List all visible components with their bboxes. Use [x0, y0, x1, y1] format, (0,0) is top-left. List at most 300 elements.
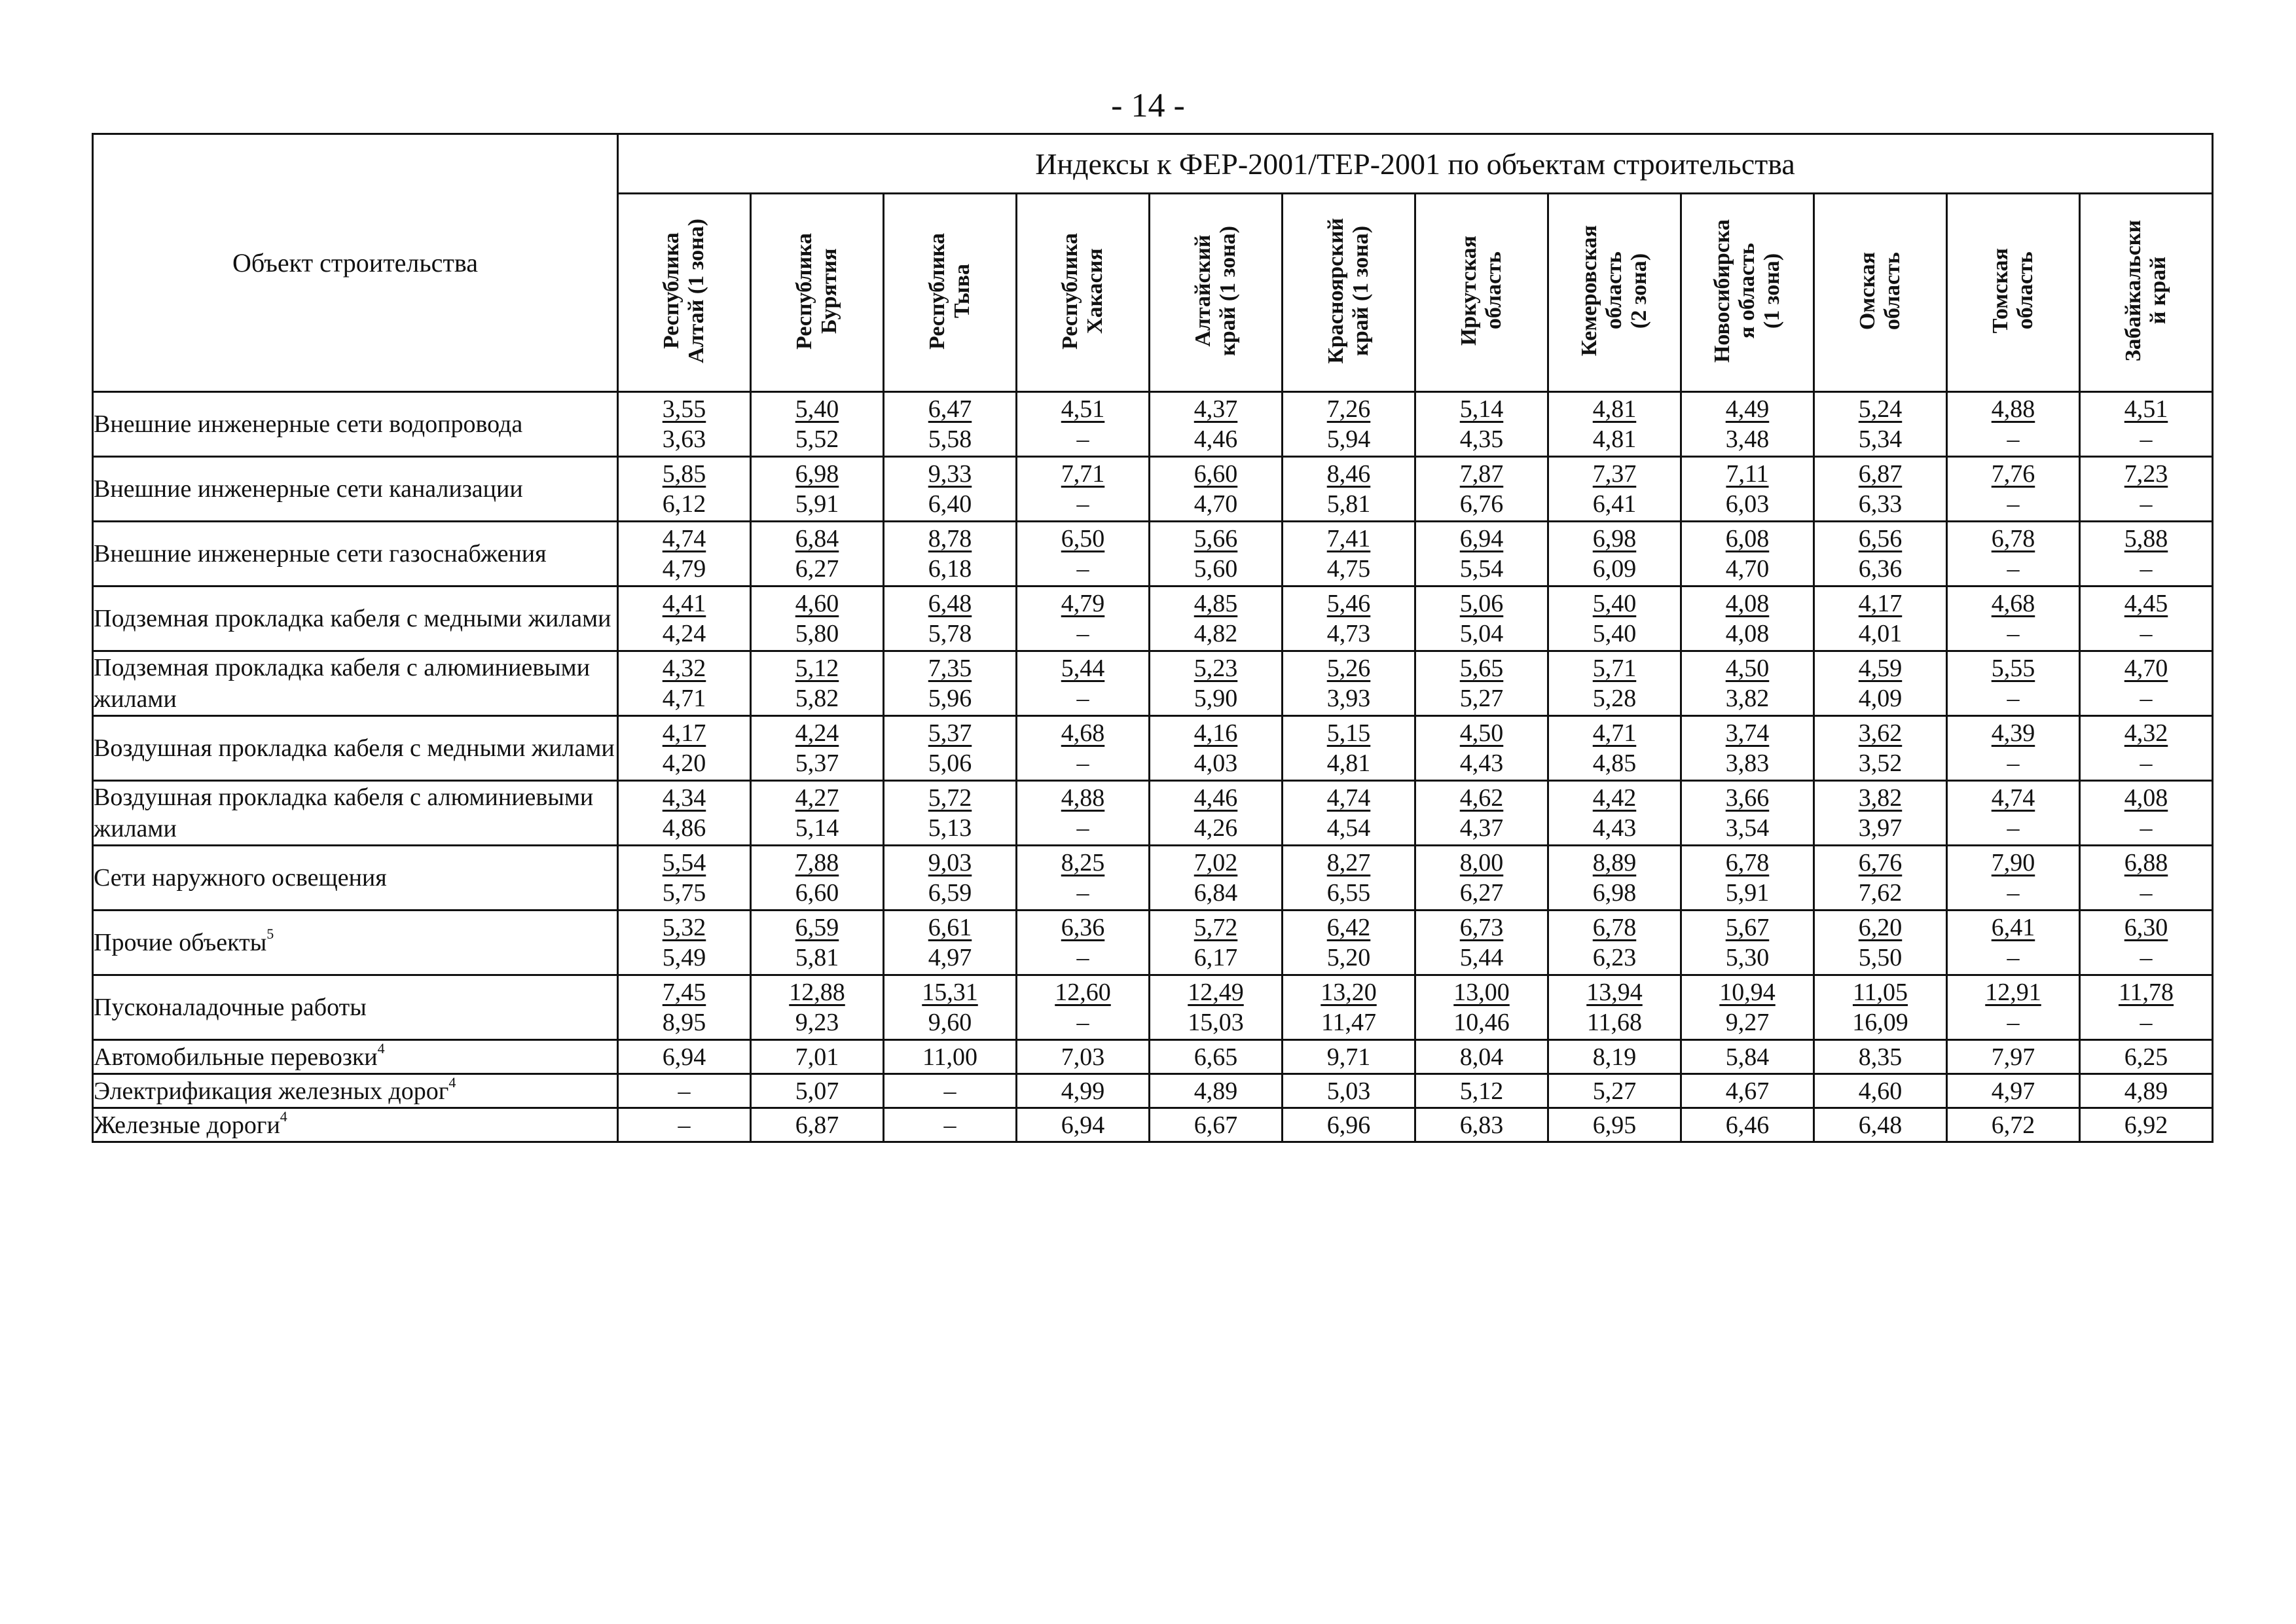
index-value-cell — [751, 1074, 884, 1108]
region-header-line: Омская — [1855, 251, 1880, 331]
region-header-line: Республика — [792, 232, 816, 350]
index-value-top: 4,32 — [662, 655, 706, 682]
index-value-top: 13,20 — [1321, 979, 1377, 1006]
object-name: Автомобильные перевозки — [94, 1043, 378, 1071]
table-row — [93, 911, 2213, 975]
region-header-line: й край — [2146, 257, 2171, 325]
index-value-top: 5,55 — [1991, 655, 2035, 682]
index-value-top: 5,26 — [1326, 655, 1371, 682]
index-value-bottom: 3,48 — [1725, 425, 1770, 453]
index-value-top: 6,48 — [928, 590, 972, 617]
index-value-bottom: 6,17 — [1194, 944, 1238, 971]
index-value-top: 5,40 — [1592, 590, 1637, 617]
index-value-cell — [884, 781, 1017, 846]
index-value-bottom: – — [2140, 490, 2153, 518]
table-row — [93, 781, 2213, 846]
index-value-cell — [1283, 457, 1415, 522]
index-value-top: 6,60 — [1194, 460, 1238, 488]
index-value-bottom: – — [1076, 879, 1089, 907]
index-value-bottom: 4,43 — [1592, 814, 1637, 842]
index-value-cell — [1283, 1074, 1415, 1108]
index-value-cell — [1017, 457, 1150, 522]
region-header — [1814, 194, 1947, 392]
index-value-cell — [1947, 522, 2080, 586]
index-value-bottom: – — [2007, 944, 2020, 971]
object-name: Сети наружного освещения — [94, 864, 387, 892]
indices-title-header: Индексы к ФЕР-2001/ТЕР-2001 по объектам строительства — [618, 134, 2213, 194]
index-value-cell — [1415, 586, 1548, 651]
index-value-top: 8,89 — [1592, 849, 1637, 876]
index-value-cell — [751, 1108, 884, 1142]
index-value-bottom: 5,81 — [795, 944, 839, 971]
region-header — [1681, 194, 1814, 392]
index-value-top: 5,67 — [1725, 914, 1770, 941]
region-header-label — [2121, 220, 2171, 361]
index-value-cell — [1283, 651, 1415, 716]
index-value-cell — [1681, 781, 1814, 846]
index-value-cell — [1681, 716, 1814, 781]
index-value-bottom: 6,33 — [1858, 490, 1903, 518]
table-row — [93, 975, 2213, 1040]
index-value-top: 6,41 — [1991, 914, 2035, 941]
header-row-main — [93, 134, 2213, 194]
index-value-cell — [618, 1108, 751, 1142]
object-name: Подземная прокладка кабеля с медными жилами — [94, 605, 611, 632]
index-value-cell — [751, 911, 884, 975]
index-value-cell — [1548, 457, 1681, 522]
index-value-bottom: 3,83 — [1725, 749, 1770, 777]
index-value-cell — [618, 781, 751, 846]
index-value-cell — [1947, 1108, 2080, 1142]
index-value-bottom: 5,44 — [1459, 944, 1504, 971]
index-value-top: 5,85 — [662, 460, 706, 488]
region-header-label — [1855, 252, 1905, 330]
index-value-top: 4,50 — [1459, 719, 1504, 747]
index-value-bottom: 11,47 — [1321, 1009, 1377, 1036]
index-value-bottom: – — [2007, 685, 2020, 712]
index-value-cell — [1415, 392, 1548, 457]
index-value-bottom: 4,75 — [1326, 555, 1371, 583]
index-value-top: 12,88 — [789, 979, 845, 1006]
index-value-top: 4,68 — [1061, 719, 1105, 747]
footnote-marker: 5 — [266, 926, 274, 942]
index-value-bottom: 6,18 — [928, 555, 972, 583]
index-value-cell — [1548, 586, 1681, 651]
object-name-cell — [93, 975, 618, 1040]
index-value-bottom: 5,14 — [795, 814, 839, 842]
index-value-top: 4,17 — [662, 719, 706, 747]
index-value-top: 7,11 — [1726, 460, 1769, 488]
index-value-top: 6,87 — [1858, 460, 1903, 488]
index-value-bottom: – — [2140, 749, 2153, 777]
index-value-bottom: 4,86 — [662, 814, 706, 842]
index-value-top: 6,59 — [795, 914, 839, 941]
object-name-cell — [93, 586, 618, 651]
index-value-cell — [1283, 586, 1415, 651]
object-name-cell — [93, 846, 618, 911]
index-value: – — [678, 1077, 691, 1105]
footnote-marker: 4 — [280, 1108, 287, 1125]
index-value: 6,67 — [1194, 1111, 1238, 1139]
index-value-bottom: 6,59 — [928, 879, 972, 907]
index-value-bottom: 4,81 — [1326, 749, 1371, 777]
index-value-cell — [618, 975, 751, 1040]
region-header — [1947, 194, 2080, 392]
index-value: 5,27 — [1592, 1077, 1637, 1105]
index-value-cell — [1283, 1040, 1415, 1074]
index-value-cell — [1283, 781, 1415, 846]
index-value-top: 4,16 — [1194, 719, 1238, 747]
index-value: 6,96 — [1326, 1111, 1371, 1139]
index-value-top: 5,15 — [1326, 719, 1371, 747]
index-value-cell — [1017, 392, 1150, 457]
index-value-cell — [751, 846, 884, 911]
index-value-bottom: – — [2140, 1009, 2153, 1036]
index-value: 6,83 — [1459, 1111, 1504, 1139]
index-value-top: 4,59 — [1858, 655, 1903, 682]
index-value-top: 4,85 — [1194, 590, 1238, 617]
index-value-top: 5,40 — [795, 395, 839, 423]
index-value-cell — [618, 392, 751, 457]
table-row — [93, 651, 2213, 716]
index-value: 6,92 — [2124, 1111, 2168, 1139]
index-value: – — [943, 1077, 957, 1105]
index-value-bottom: – — [2140, 814, 2153, 842]
index-value-bottom: 4,08 — [1725, 620, 1770, 647]
index-value-top: 6,78 — [1991, 525, 2035, 552]
index-value-cell — [1415, 457, 1548, 522]
region-header-line: область — [1482, 252, 1506, 330]
index-value-top: 5,24 — [1858, 395, 1903, 423]
index-value-top: 8,27 — [1326, 849, 1371, 876]
index-value: 4,97 — [1991, 1077, 2035, 1105]
table-row — [93, 1108, 2213, 1142]
index-value-cell — [1814, 975, 1947, 1040]
index-value-bottom: – — [2140, 620, 2153, 647]
index-value-cell — [1548, 1108, 1681, 1142]
index-value-cell — [1681, 1108, 1814, 1142]
index-value-cell — [618, 457, 751, 522]
index-value-bottom: 5,37 — [795, 749, 839, 777]
region-header-label — [1058, 233, 1108, 350]
index-value-top: 6,84 — [795, 525, 839, 552]
index-value-top: 5,66 — [1194, 525, 1238, 552]
index-value-cell — [1548, 716, 1681, 781]
region-header-line: Бурятия — [817, 248, 841, 334]
region-header-line: я область — [1735, 243, 1759, 339]
index-value-cell — [1947, 846, 2080, 911]
index-value: 4,99 — [1061, 1077, 1105, 1105]
index-value-cell — [1150, 651, 1283, 716]
index-value-top: 6,61 — [928, 914, 972, 941]
index-value-bottom: – — [1076, 425, 1089, 453]
table-row — [93, 457, 2213, 522]
index-value-bottom: 5,20 — [1326, 944, 1371, 971]
index-value-cell — [1283, 392, 1415, 457]
index-value-bottom: – — [1076, 555, 1089, 583]
index-value-cell — [2080, 911, 2213, 975]
index-value-bottom: – — [2140, 685, 2153, 712]
index-value: 6,25 — [2124, 1043, 2168, 1071]
index-value-top: 3,82 — [1858, 784, 1903, 812]
index-value-bottom: – — [1076, 944, 1089, 971]
index-value-top: 6,78 — [1725, 849, 1770, 876]
index-value-top: 4,37 — [1194, 395, 1238, 423]
index-value-top: 7,41 — [1326, 525, 1371, 552]
index-value: 5,12 — [1459, 1077, 1504, 1105]
object-name: Подземная прокладка кабеля с алюминиевыми жилами — [94, 654, 591, 713]
index-value-cell — [1150, 586, 1283, 651]
index-value-bottom: 4,20 — [662, 749, 706, 777]
index-value-bottom: – — [1076, 814, 1089, 842]
index-value-top: 5,46 — [1326, 590, 1371, 617]
index-value-cell — [1681, 846, 1814, 911]
index-value: 6,94 — [662, 1043, 706, 1071]
object-column-header: Объект строительства — [93, 134, 618, 392]
index-value-top: 5,32 — [662, 914, 706, 941]
index-value-bottom: 4,73 — [1326, 620, 1371, 647]
index-value-cell — [751, 457, 884, 522]
index-value-top: 10,94 — [1719, 979, 1776, 1006]
index-value-bottom: 5,78 — [928, 620, 972, 647]
index-value-bottom: – — [2007, 1009, 2020, 1036]
index-value-cell — [884, 716, 1017, 781]
table-row — [93, 716, 2213, 781]
region-header-line: край (1 зона) — [1216, 226, 1240, 356]
index-value-bottom: 6,41 — [1592, 490, 1637, 518]
index-value-top: 6,36 — [1061, 914, 1105, 941]
index-value-top: 15,31 — [922, 979, 978, 1006]
index-value-cell — [1283, 975, 1415, 1040]
index-value-cell — [1150, 1074, 1283, 1108]
object-name-cell — [93, 392, 618, 457]
index-value: 8,04 — [1459, 1043, 1504, 1071]
index-value-bottom: 5,54 — [1459, 555, 1504, 583]
index-value-bottom: 5,60 — [1194, 555, 1238, 583]
page-number: - 14 - — [1111, 87, 1185, 124]
region-header-line: Иркутская — [1457, 236, 1481, 346]
region-header-line: Алтай (1 зона) — [684, 218, 708, 364]
index-value-cell — [618, 651, 751, 716]
index-value-cell — [1681, 522, 1814, 586]
index-value-cell — [1415, 651, 1548, 716]
object-name-cell — [93, 1108, 618, 1142]
region-header-label — [1577, 225, 1652, 356]
index-value-top: 5,72 — [928, 784, 972, 812]
index-value-cell — [618, 1040, 751, 1074]
index-value-cell — [1150, 781, 1283, 846]
index-value-cell — [618, 846, 751, 911]
region-header-line: Томская — [1988, 248, 2013, 334]
index-value-cell — [1415, 1040, 1548, 1074]
index-value-cell — [1017, 586, 1150, 651]
index-value: 5,07 — [795, 1077, 839, 1105]
index-value-cell — [1415, 522, 1548, 586]
region-header-line: Новосибирска — [1710, 219, 1734, 363]
index-value: 6,94 — [1061, 1111, 1105, 1139]
index-value-cell — [751, 522, 884, 586]
index-value-cell — [1415, 846, 1548, 911]
index-value-bottom: 15,03 — [1188, 1009, 1244, 1036]
index-value-top: 6,78 — [1592, 914, 1637, 941]
index-value-bottom: 5,27 — [1459, 685, 1504, 712]
index-value-bottom: – — [2140, 425, 2153, 453]
index-value: 8,35 — [1858, 1043, 1903, 1071]
index-value-cell — [1814, 1040, 1947, 1074]
index-value-top: 6,56 — [1858, 525, 1903, 552]
region-header-line: Хакасия — [1083, 248, 1107, 334]
index-value-top: 13,94 — [1586, 979, 1643, 1006]
index-value-cell — [884, 846, 1017, 911]
index-value-cell — [1415, 1108, 1548, 1142]
index-value-top: 6,20 — [1858, 914, 1903, 941]
index-value: – — [943, 1111, 957, 1139]
index-value-bottom: 5,06 — [928, 749, 972, 777]
index-value-cell — [1150, 457, 1283, 522]
index-value-cell — [1283, 846, 1415, 911]
index-value-top: 4,70 — [2124, 655, 2168, 682]
region-header-label — [1988, 248, 2038, 333]
index-value-top: 5,06 — [1459, 590, 1504, 617]
object-name-cell — [93, 1040, 618, 1074]
index-value-cell — [1548, 846, 1681, 911]
index-value-top: 13,00 — [1453, 979, 1510, 1006]
index-value-cell — [1947, 1040, 2080, 1074]
index-value-bottom: 3,52 — [1858, 749, 1903, 777]
index-value-top: 6,42 — [1326, 914, 1371, 941]
index-value-cell — [1150, 911, 1283, 975]
object-name-cell — [93, 911, 618, 975]
index-value-cell — [2080, 846, 2213, 911]
index-value-bottom: 4,85 — [1592, 749, 1637, 777]
region-header-label — [1710, 219, 1785, 363]
object-name: Электрификация железных дорог — [94, 1077, 449, 1105]
table-row — [93, 1074, 2213, 1108]
index-value-cell — [2080, 781, 2213, 846]
index-value-bottom: 4,09 — [1858, 685, 1903, 712]
index-value-cell — [1947, 975, 2080, 1040]
index-value-cell — [2080, 1074, 2213, 1108]
object-name-cell — [93, 651, 618, 716]
index-value-bottom: 4,81 — [1592, 425, 1637, 453]
region-header — [1150, 194, 1283, 392]
index-value-top: 5,14 — [1459, 395, 1504, 423]
index-value-cell — [1814, 651, 1947, 716]
region-header — [1415, 194, 1548, 392]
index-value-bottom: 5,34 — [1858, 425, 1903, 453]
region-header-label — [1324, 218, 1374, 364]
index-value: 7,97 — [1991, 1043, 2035, 1071]
index-value-bottom: 5,91 — [1725, 879, 1770, 907]
index-value-top: 4,60 — [795, 590, 839, 617]
footnote-marker: 4 — [448, 1074, 456, 1091]
index-value: 4,67 — [1725, 1077, 1770, 1105]
index-value-bottom: 7,62 — [1858, 879, 1903, 907]
index-value-cell — [2080, 716, 2213, 781]
index-value-cell — [1681, 1074, 1814, 1108]
index-value-cell — [2080, 1040, 2213, 1074]
index-value-cell — [618, 716, 751, 781]
index-value-top: 5,88 — [2124, 525, 2168, 552]
index-value-cell — [1814, 392, 1947, 457]
region-header — [1283, 194, 1415, 392]
table-row — [93, 1040, 2213, 1074]
index-value-bottom: 5,58 — [928, 425, 972, 453]
index-value-top: 6,98 — [1592, 525, 1637, 552]
index-value-top: 5,12 — [795, 655, 839, 682]
region-header-label — [792, 233, 842, 350]
region-header-line: область — [1880, 252, 1904, 330]
index-value-top: 7,37 — [1592, 460, 1637, 488]
index-value-bottom: 6,98 — [1592, 879, 1637, 907]
index-value-cell — [1814, 522, 1947, 586]
index-value-top: 9,33 — [928, 460, 972, 488]
index-value-bottom: 4,26 — [1194, 814, 1238, 842]
index-value-cell — [1947, 651, 2080, 716]
index-value-cell — [1283, 716, 1415, 781]
index-value-bottom: 6,36 — [1858, 555, 1903, 583]
index-value-cell — [2080, 975, 2213, 1040]
index-value-bottom: 6,60 — [795, 879, 839, 907]
index-value-top: 7,71 — [1061, 460, 1105, 488]
index-value-cell — [1017, 1074, 1150, 1108]
index-value-cell — [1814, 1074, 1947, 1108]
region-header-line: Красноярский — [1324, 218, 1348, 364]
index-value-cell — [751, 781, 884, 846]
index-value-bottom: – — [2007, 620, 2020, 647]
index-value-cell — [1681, 392, 1814, 457]
index-value-bottom: 6,23 — [1592, 944, 1637, 971]
index-value-top: 9,03 — [928, 849, 972, 876]
region-header-line: Кемеровская — [1577, 225, 1601, 357]
index-value-cell — [1814, 781, 1947, 846]
index-value-cell — [751, 975, 884, 1040]
index-value-bottom: 4,82 — [1194, 620, 1238, 647]
index-value-top: 5,37 — [928, 719, 972, 747]
index-value-cell — [1548, 392, 1681, 457]
index-value-top: 4,41 — [662, 590, 706, 617]
region-header-line: Тыва — [950, 264, 974, 318]
index-value-cell — [1681, 586, 1814, 651]
index-value-bottom: 5,04 — [1459, 620, 1504, 647]
index-value-bottom: 5,28 — [1592, 685, 1637, 712]
object-name-cell — [93, 716, 618, 781]
index-value-bottom: – — [1076, 749, 1089, 777]
index-value: 7,01 — [795, 1043, 839, 1071]
construction-index-table — [92, 133, 2214, 1143]
table-row — [93, 522, 2213, 586]
index-value-cell — [1283, 911, 1415, 975]
index-value-cell — [884, 522, 1017, 586]
index-value-cell — [884, 975, 1017, 1040]
index-value-top: 4,74 — [662, 525, 706, 552]
index-value-cell — [618, 911, 751, 975]
index-value-cell — [2080, 392, 2213, 457]
index-value-top: 4,42 — [1592, 784, 1637, 812]
index-value-top: 4,88 — [1061, 784, 1105, 812]
index-value-cell — [1150, 522, 1283, 586]
table-row — [93, 586, 2213, 651]
index-value-bottom: 5,91 — [795, 490, 839, 518]
index-value-bottom: 4,97 — [928, 944, 972, 971]
index-value-cell — [884, 651, 1017, 716]
table-body — [93, 392, 2213, 1142]
index-value-bottom: 6,55 — [1326, 879, 1371, 907]
region-header-line: край (1 зона) — [1349, 226, 1373, 356]
region-header-line: Забайкальски — [2121, 220, 2146, 362]
index-value: 4,89 — [2124, 1077, 2168, 1105]
index-value-bottom: 4,35 — [1459, 425, 1504, 453]
